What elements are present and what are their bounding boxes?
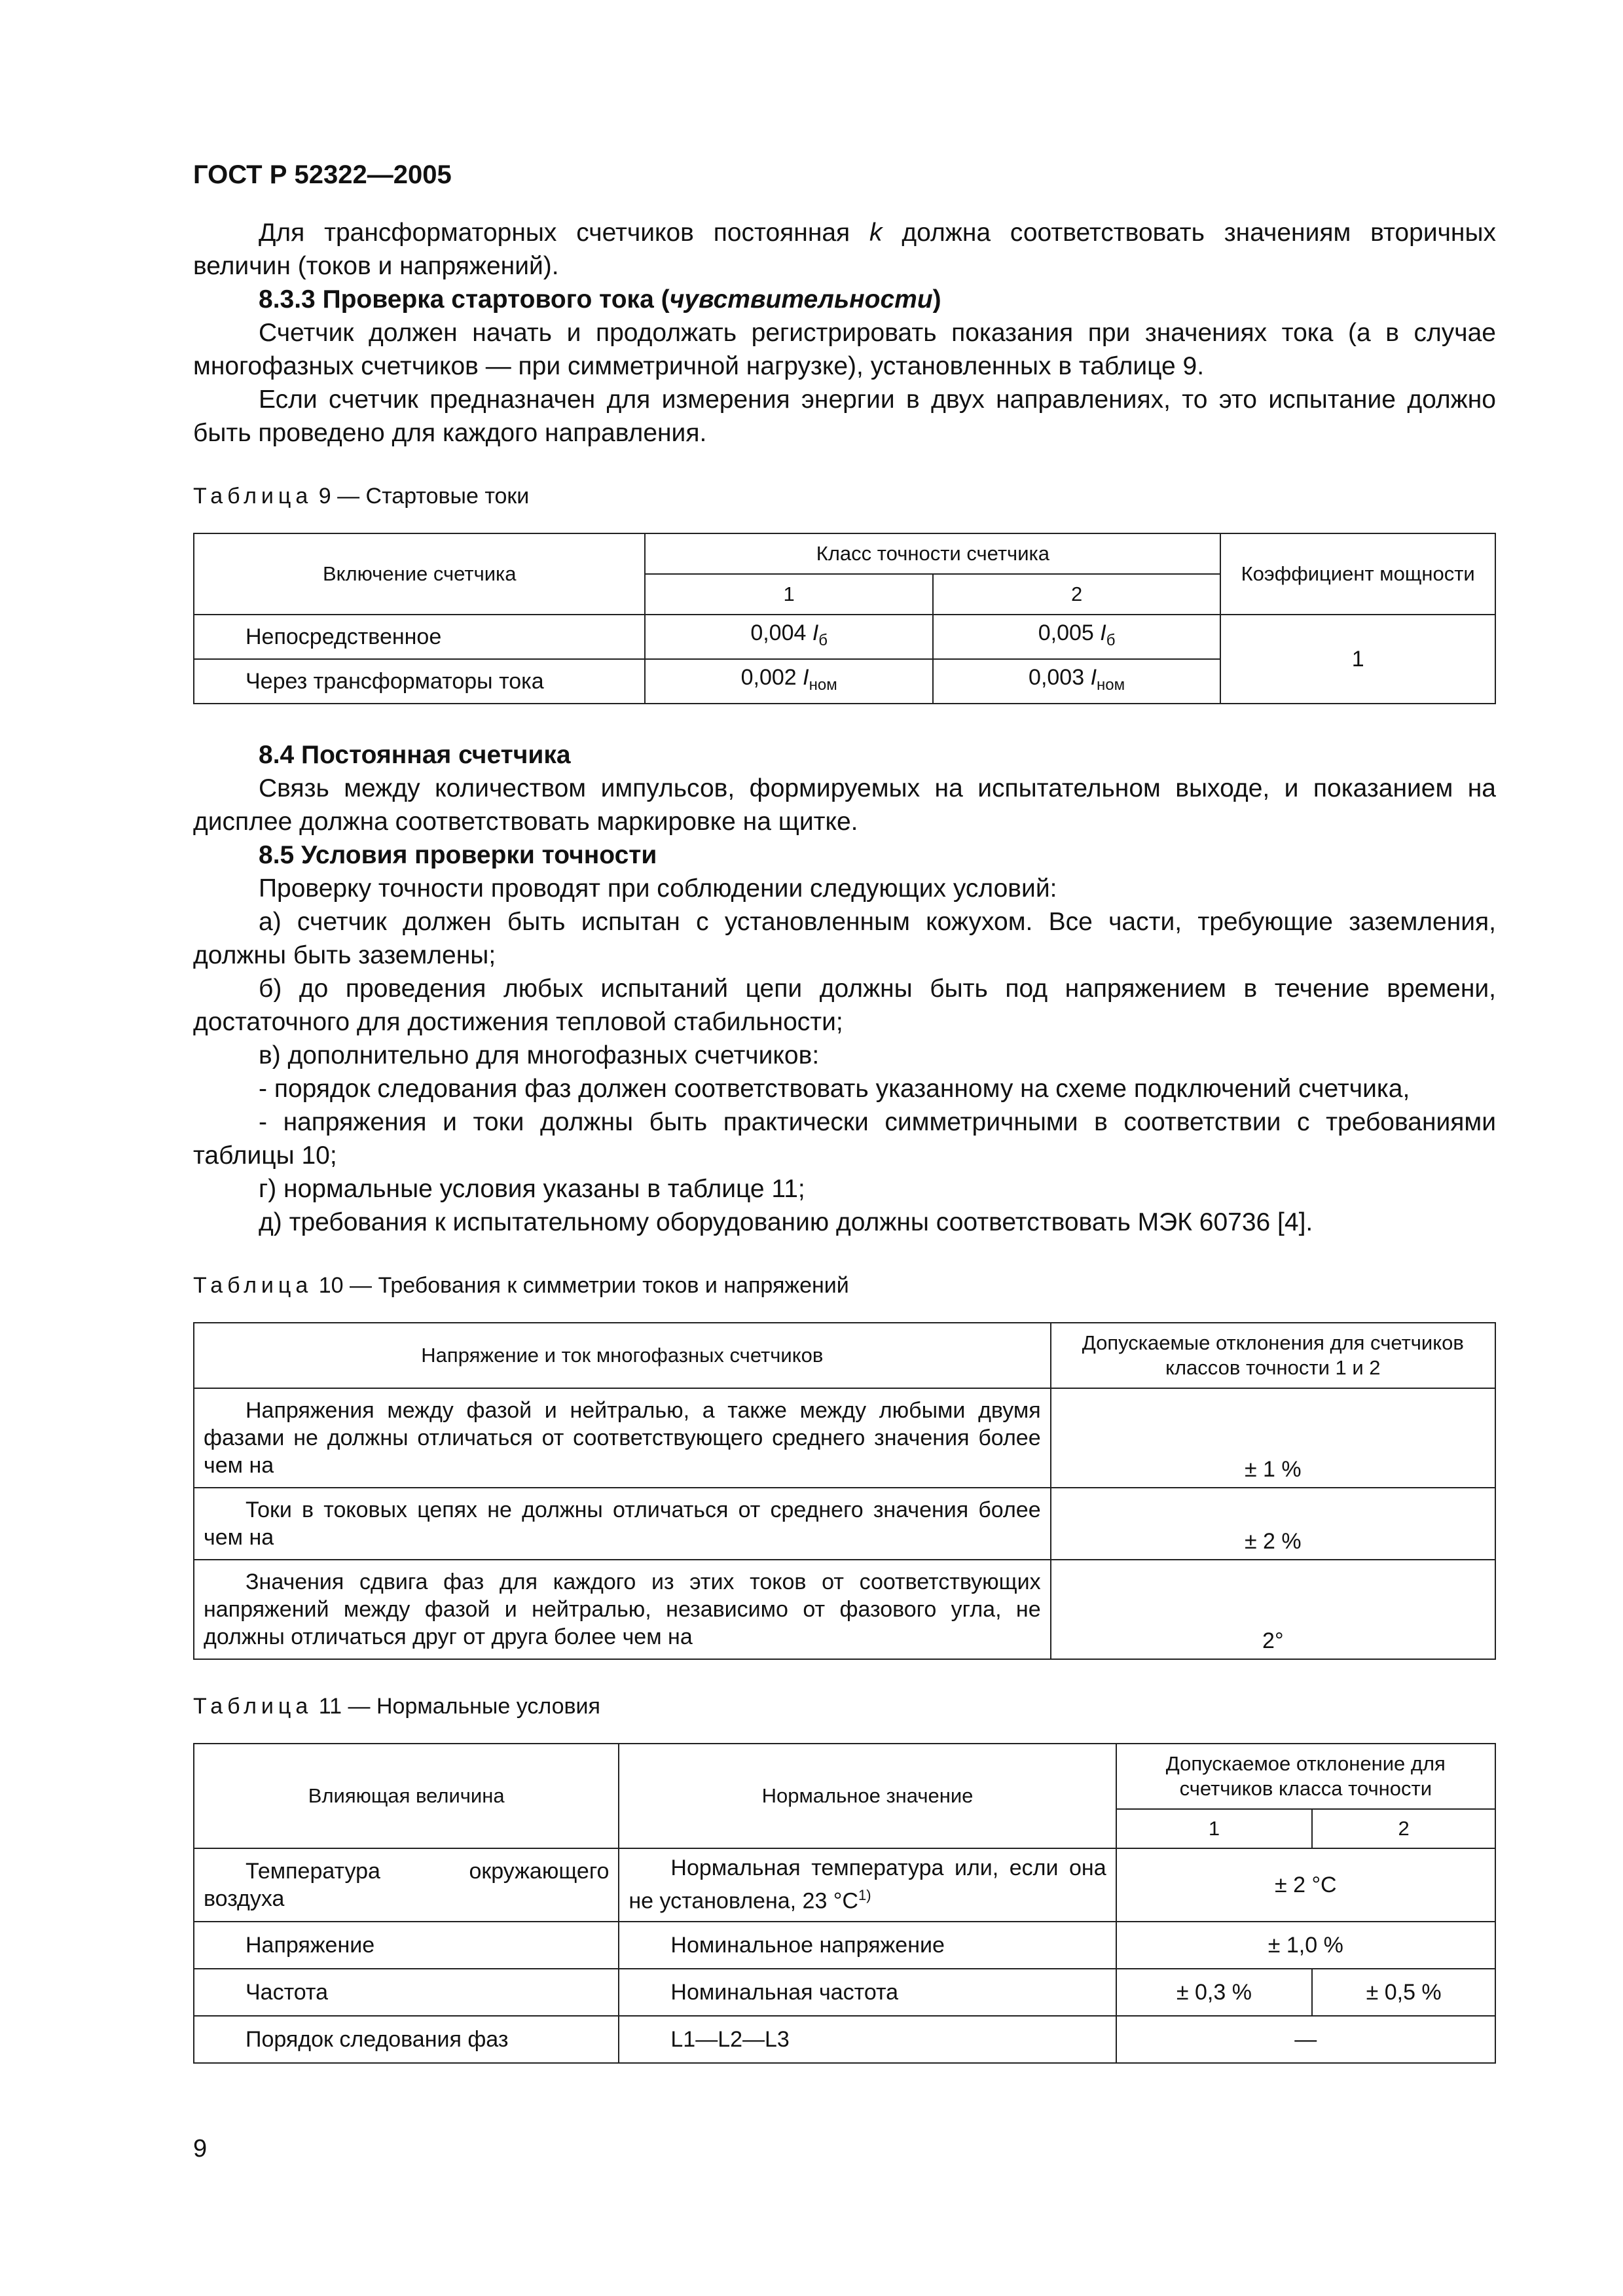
t9-transformers-class-2: 0,003 $I_{ном}$ — [933, 659, 1220, 704]
paragraph-meter-constant: Связь между количеством импульсов, формируемых на испытательном выходе, и показанием на дисплее должна соответствовать маркировке на щитке. — [193, 774, 1496, 836]
t10-row-1-text: Напряжения между фазой и нейтралью, а также между любыми двумя фазами не должны отличаться от соответствующего среднего значения более чем на — [194, 1388, 1051, 1488]
section-heading-8-4: 8.4 Постоянная счетчика — [259, 740, 571, 769]
t11-phase-sequence-deviation: — — [1116, 2016, 1495, 2063]
t9-header-class: Класс точности счетчика — [645, 533, 1220, 574]
table-9-start-currents — [193, 533, 1496, 704]
t9-header-power-factor: Коэффициент мощности — [1220, 533, 1495, 615]
t9-direct-class-1: 0,004 $I_б$ — [645, 615, 932, 659]
t9-row-direct: Непосредственное — [194, 615, 645, 659]
t11-frequency-normal: Номинальная частота — [619, 1969, 1116, 2016]
table-row — [194, 1488, 1495, 1560]
t11-header-normal-value: Нормальное значение — [619, 1744, 1116, 1848]
t11-row-temperature: Температура окружающего воздуха — [194, 1848, 619, 1922]
list-item-v-1: - порядок следования фаз должен соответствовать указанному на схеме подключений счетчика, — [259, 1074, 1410, 1103]
t11-header-class-2: 2 — [1312, 1809, 1495, 1848]
paragraph-start-current: Счетчик должен начать и продолжать регистрировать показания при значениях тока (а в случае многофазных счетчиков — при симметричной нагрузке), установленных в таблице 9. — [193, 319, 1496, 380]
t10-header-parameter: Напряжение и ток многофазных счетчиков — [194, 1323, 1051, 1388]
table-row — [194, 1560, 1495, 1659]
t9-transformers-class-1: 0,002 $I_{ном}$ — [645, 659, 932, 704]
list-item-v: в) дополнительно для многофазных счетчиков: — [259, 1041, 820, 1069]
t11-frequency-deviation-2: ± 0,5 % — [1312, 1969, 1495, 2016]
t9-power-factor-value: 1 — [1220, 615, 1495, 704]
t9-direct-class-2: 0,005 $I_б$ — [933, 615, 1220, 659]
table-10-title: Таблица 10 — Требования к симметрии токов и напряжений — [193, 1272, 849, 1298]
list-item-g: г) нормальные условия указаны в таблице 11; — [259, 1174, 805, 1203]
table-row — [194, 2016, 1495, 2063]
paragraph-two-directions: Если счетчик предназначен для измерения энергии в двух направлениях, то это испытание должно быть проведено для каждого направления. — [193, 386, 1496, 447]
t11-row-frequency: Частота — [194, 1969, 619, 2016]
t11-header-class-1: 1 — [1116, 1809, 1313, 1848]
t10-row-1-value: ± 1 % — [1051, 1388, 1495, 1488]
document-header: ГОСТ Р 52322—2005 — [193, 160, 452, 189]
t11-temperature-normal: Нормальная температура или, если она не установлена, 23 $^\circ С^{1)}$ — [619, 1848, 1116, 1922]
page-number: 9 — [193, 2135, 208, 2162]
table-row — [194, 615, 1495, 659]
section-heading-8-3-3: 8.3.3 Проверка стартового тока (чувствительности) — [259, 285, 941, 314]
t9-header-connection: Включение счетчика — [194, 533, 645, 615]
table-row — [194, 1848, 1495, 1922]
table-row — [194, 1388, 1495, 1488]
t11-row-voltage: Напряжение — [194, 1922, 619, 1969]
t10-row-2-text: Токи в токовых цепях не должны отличаться от среднего значения более чем на — [194, 1488, 1051, 1560]
table-10-symmetry-requirements — [193, 1322, 1496, 1660]
t9-row-transformers: Через трансформаторы тока — [194, 659, 645, 704]
t11-phase-sequence-normal: L1—L2—L3 — [619, 2016, 1116, 2063]
t10-header-deviation: Допускаемые отклонения для счетчиков классов точности 1 и 2 — [1051, 1323, 1495, 1388]
t11-row-phase-sequence: Порядок следования фаз — [194, 2016, 619, 2063]
t11-voltage-normal: Номинальное напряжение — [619, 1922, 1116, 1969]
t11-header-influence: Влияющая величина — [194, 1744, 619, 1848]
t11-frequency-deviation-1: ± 0,3 % — [1116, 1969, 1313, 2016]
t11-header-deviation: Допускаемое отклонение для счетчиков класса точности — [1116, 1744, 1495, 1809]
table-9-title: Таблица 9 — Стартовые токи — [193, 484, 530, 509]
document-page — [193, 160, 1496, 2064]
list-item-d: д) требования к испытательному оборудованию должны соответствовать МЭК 60736 [4]. — [259, 1208, 1313, 1236]
t9-header-class-1: 1 — [645, 574, 932, 615]
paragraph-transformer-constant: Для трансформаторных счетчиков постоянная k должна соответствовать значениям вторичных величин (токов и напряжений). — [193, 219, 1496, 280]
t11-temperature-deviation: ± 2 °С — [1116, 1848, 1495, 1922]
table-11-title: Таблица 11 — Нормальные условия — [193, 1693, 600, 1719]
list-item-v-2: - напряжения и токи должны быть практически симметричными в соответствии с требованиями таблицы 10; — [193, 1107, 1496, 1170]
t11-voltage-deviation: ± 1,0 % — [1116, 1922, 1495, 1969]
t9-header-class-2: 2 — [933, 574, 1220, 615]
t10-row-3-value: 2° — [1051, 1560, 1495, 1659]
t10-row-2-value: ± 2 % — [1051, 1488, 1495, 1560]
paragraph-accuracy-conditions: Проверку точности проводят при соблюдении следующих условий: — [259, 874, 1057, 903]
table-row — [194, 1969, 1495, 2016]
table-row — [194, 1922, 1495, 1969]
t10-row-3-text: Значения сдвига фаз для каждого из этих токов от соответствующих напряжений между фазой и нейтралью, независимо от фазового угла, не должны отличаться друг от друга более чем на — [194, 1560, 1051, 1659]
list-item-a: а) счетчик должен быть испытан с установленным кожухом. Все части, требующие заземления, должны быть заземлены; — [193, 907, 1496, 969]
list-item-b: б) до проведения любых испытаний цепи должны быть под напряжением в течение времени, достаточного для достижения тепловой стабильности; — [193, 974, 1496, 1036]
table-11-normal-conditions — [193, 1743, 1496, 2064]
section-heading-8-5: 8.5 Условия проверки точности — [259, 840, 657, 869]
